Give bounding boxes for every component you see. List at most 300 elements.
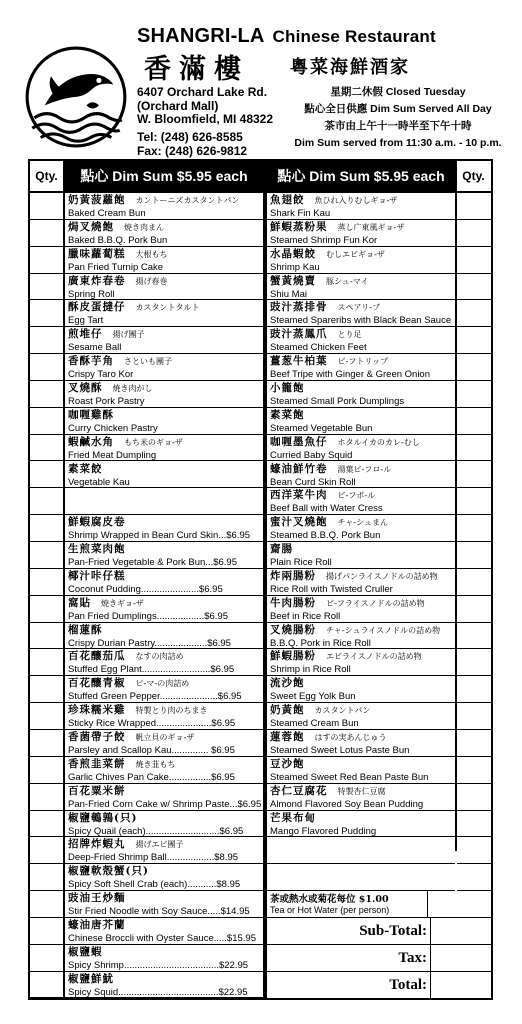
menu-item-row — [267, 488, 455, 515]
menu-item-japanese-name: 揚げパンライスノドルの詰め物 — [326, 571, 438, 581]
menu-item-row — [267, 408, 455, 435]
menu-item-japanese-name: 特製杏仁豆腐 — [337, 786, 386, 796]
menu-item-chinese-name: 椒鹽鵪鶉(只) — [68, 811, 138, 824]
menu-item-row — [267, 676, 455, 703]
address-line: 6407 Orchard Lake Rd. — [137, 85, 268, 99]
qty-cell[interactable] — [30, 327, 63, 354]
menu-item-row — [267, 730, 455, 757]
menu-item-chinese-name: 奶黃飽 — [270, 704, 305, 717]
menu-item-chinese-name: 窩貼 — [68, 596, 91, 609]
menu-item-chinese-name: 椰汁咔仔糕 — [68, 569, 126, 582]
menu-item-english-name: Steamed Vegetable Bun — [270, 422, 373, 434]
total-label: Total: — [389, 976, 427, 993]
menu-item-row — [65, 435, 263, 462]
menu-item-chinese-name: 椒鹽軟殼蟹(只) — [68, 865, 149, 878]
menu-item-japanese-name: 魚ひれ入りむしギョ-ザ — [314, 196, 398, 205]
menu-item-chinese — [65, 327, 263, 342]
menu-item-chinese — [267, 300, 455, 315]
menu-item-row — [65, 569, 263, 596]
menu-item-row — [65, 918, 263, 945]
menu-item-english-name: Shark Fin Kau — [270, 208, 331, 219]
menu-item-english-name: Shiu Mai — [270, 288, 307, 300]
menu-item-chinese — [267, 381, 455, 396]
menu-item-japanese-name: カスタントタルト — [135, 303, 200, 313]
qty-cell[interactable] — [30, 408, 63, 435]
menu-item-japanese-name: むしエビギョ-ザ — [326, 249, 385, 259]
menu-item-chinese — [267, 462, 455, 477]
menu-item-chinese-name: 豉汁蒸排骨 — [270, 301, 328, 314]
menu-item-chinese — [65, 381, 263, 396]
menu-item-chinese — [267, 220, 455, 235]
menu-item-chinese — [65, 596, 263, 611]
menu-item-chinese-name: 豉汁蒸鳳爪 — [270, 328, 328, 341]
menu-item-japanese-name: 蒸し广東風ギョ-ザ — [337, 222, 405, 232]
menu-item-chinese-name: 素菜餃 — [68, 462, 103, 475]
menu-item-chinese-name: 薑葱牛柏葉 — [270, 355, 328, 368]
menu-item-chinese — [65, 408, 263, 423]
qty-cell[interactable] — [30, 623, 63, 650]
menu-item-chinese-name: 鮮蝦腸粉 — [270, 650, 316, 663]
menu-item-chinese — [65, 676, 263, 691]
hours-line: 點心全日供應 Dim Sum Served All Day — [304, 103, 492, 115]
menu-item-english-name: Coconut Pudding......................$6.95 — [68, 583, 223, 595]
menu-item-chinese-name: 牛肉腸粉 — [270, 596, 316, 609]
qty-cell[interactable] — [457, 300, 491, 327]
qty-cell[interactable] — [457, 730, 491, 757]
menu-item-english-name: Sticky Rice Wrapped.....................$6.95 — [68, 718, 236, 730]
menu-item-english-name: Spring Roll — [68, 288, 115, 300]
menu-item-chinese-name: 珍珠糯米雞 — [68, 704, 126, 717]
address-line: W. Bloomfield, MI 48322 — [137, 112, 274, 126]
menu-item-row — [267, 649, 455, 676]
qty-cell[interactable] — [457, 381, 491, 408]
menu-item-chinese — [65, 354, 263, 369]
menu-item-chinese — [65, 247, 263, 262]
menu-item-japanese-name: 揚げ團子 — [112, 330, 145, 340]
menu-item-chinese — [267, 193, 455, 208]
menu-item-english-name: Shrimp Kau — [270, 261, 320, 273]
qty-cell[interactable] — [30, 945, 63, 972]
menu-item-chinese — [65, 703, 263, 718]
menu-item-japanese-name: 焼き肉がし — [112, 383, 153, 393]
restaurant-subtitle: Chinese Restaurant — [272, 27, 436, 46]
menu-item-row — [267, 220, 455, 247]
table-header — [30, 161, 491, 193]
menu-item-chinese-name: 流沙飽 — [270, 677, 305, 690]
menu-item-japanese-name: なすの肉詰め — [135, 652, 184, 662]
menu-item-row — [267, 784, 455, 811]
menu-item-japanese-name: 大根もち — [135, 249, 168, 259]
qty-cell[interactable] — [30, 703, 63, 730]
qty-cell[interactable] — [457, 542, 491, 569]
menu-item-english-name: Steamed Chicken Feet — [270, 342, 367, 354]
menu-item-row — [267, 274, 455, 301]
qty-cell[interactable] — [457, 488, 491, 515]
menu-item-chinese — [65, 918, 263, 933]
menu-item-row — [267, 462, 455, 489]
menu-item-chinese — [267, 676, 455, 691]
menu-item-chinese-name: 焗叉燒飽 — [68, 220, 114, 233]
menu-item-english-name: Spicy Quail (each)............................$6.95 — [68, 825, 244, 837]
menu-item-row — [65, 354, 263, 381]
menu-item-chinese-name: 鮮蝦腐皮卷 — [68, 516, 126, 529]
menu-item-chinese-name: 蠔油鮮竹卷 — [270, 462, 328, 475]
hours-line: 星期二休假 Closed Tuesday — [330, 86, 466, 98]
qty-cell[interactable] — [457, 757, 491, 784]
total-label: Tax: — [398, 949, 427, 966]
menu-item-japanese-name: はすの実あんじゅう — [314, 733, 387, 742]
menu-item-english-name: Beef Tripe with Ginger & Green Onion — [270, 369, 430, 381]
menu-item-english-name: Pan-Fried Corn Cake w/ Shrimp Paste...$6.95 — [68, 798, 262, 810]
menu-item-chinese-name: 小籠飽 — [270, 381, 305, 394]
qty-cell[interactable] — [30, 435, 63, 462]
menu-item-chinese-name: 廣東炸春卷 — [68, 274, 126, 287]
menu-item-row — [267, 596, 455, 623]
qty-cell[interactable] — [30, 864, 63, 891]
menu-item-row — [267, 811, 455, 838]
menu-item-row — [267, 757, 455, 784]
menu-item-row — [65, 488, 263, 515]
menu-item-english-name: Curry Chicken Pastry — [68, 422, 158, 434]
total-amount-field[interactable] — [430, 918, 491, 945]
menu-item-english-name: Spicy Soft Shell Crab (each)...........$8.95 — [68, 879, 241, 891]
qty-cell[interactable] — [30, 730, 63, 757]
menu-item-english-name: Steamed Sweet Lotus Paste Bun — [270, 745, 410, 756]
qty-cell[interactable] — [457, 596, 491, 623]
total-row — [267, 972, 491, 999]
menu-item-chinese-name: 杏仁豆腐花 — [270, 784, 328, 797]
menu-item-chinese-name: 臘味蘿蔔糕 — [68, 247, 126, 260]
qty-cell[interactable] — [30, 837, 63, 864]
qty-cell[interactable] — [30, 515, 63, 542]
menu-item-chinese-name: 魚翅餃 — [270, 194, 305, 206]
menu-item-english-name: Chinese Broccli with Oyster Sauce.....$15.95 — [68, 932, 256, 944]
menu-item-chinese — [65, 300, 263, 315]
menu-item-english-name: Stuffed Egg Plant..........................$6.95 — [68, 664, 235, 676]
menu-item-english-name: Deep-Fried Shrimp Ball..................$8.95 — [68, 852, 239, 864]
menu-item-chinese — [65, 837, 263, 852]
menu-item-chinese — [267, 730, 455, 745]
menu-item-japanese-name: ビ-フボ-ル — [337, 491, 376, 501]
menu-item-row — [267, 515, 455, 542]
qty-cell[interactable] — [30, 193, 63, 220]
menu-item-chinese — [65, 757, 263, 772]
qty-cell[interactable] — [30, 274, 63, 301]
menu-item-chinese — [267, 784, 455, 799]
menu-item-row — [65, 327, 263, 354]
qty-header-left: Qty. — [30, 161, 63, 191]
menu-item-japanese-name: スペアリ-ブ — [337, 303, 381, 313]
koi-fish-logo — [24, 45, 128, 149]
menu-item-row — [267, 435, 455, 462]
menu-item-chinese-name: 素菜飽 — [270, 408, 305, 421]
contact — [137, 130, 247, 158]
qty-cell[interactable] — [457, 220, 491, 247]
qty-cell[interactable] — [30, 300, 63, 327]
menu-item-chinese — [65, 972, 263, 987]
menu-item-english-name: Crispy Taro Kor — [68, 369, 134, 381]
menu-item-chinese — [65, 220, 263, 235]
qty-cell[interactable] — [457, 676, 491, 703]
menu-header — [0, 0, 522, 158]
menu-item-english-name: Sweet Egg Yolk Bun — [270, 691, 356, 703]
menu-item-english-name: Pan-Fried Vegetable & Pork Bun...$6.95 — [68, 557, 237, 569]
menu-item-chinese — [65, 542, 263, 557]
total-row — [267, 945, 491, 972]
menu-item-english-name: Almond Flavored Soy Bean Pudding — [270, 798, 424, 810]
menu-item-english-name: Pan Fried Turnip Cake — [68, 261, 164, 273]
menu-item-chinese-name: 酥皮蛋撻仔 — [68, 301, 126, 314]
menu-item-chinese-name: 水晶蝦餃 — [270, 247, 316, 260]
qty-cell[interactable] — [457, 193, 491, 220]
hours — [278, 84, 518, 152]
menu-item-row — [65, 274, 263, 301]
qty-cell[interactable] — [457, 435, 491, 462]
menu-item-chinese — [267, 247, 455, 262]
menu-item-chinese — [267, 757, 455, 772]
qty-cell[interactable] — [30, 462, 63, 489]
qty-cell[interactable] — [457, 703, 491, 730]
menu-item-english-name: Egg Tart — [68, 315, 104, 327]
menu-item-chinese-name: 生煎菜肉飽 — [68, 543, 126, 556]
hours-line: Dim Sum served from 11:30 a.m. - 10 p.m. — [294, 137, 502, 149]
qty-cell[interactable] — [30, 811, 63, 838]
qty-cell[interactable] — [457, 623, 491, 650]
tea-english: Tea or Hot Water (per person) — [270, 905, 390, 916]
menu-item-english-name: Garlic Chives Pan Cake................$6.95 — [68, 771, 235, 783]
menu-item-japanese-name: ビ-フライスノドルの詰め物 — [326, 598, 425, 608]
menu-item-chinese — [65, 811, 263, 826]
qty-cell[interactable] — [457, 515, 491, 542]
menu-item-japanese-name: 揚げ春巻 — [135, 276, 168, 286]
menu-item-english-name: Rice Roll with Twisted Cruller — [270, 583, 393, 595]
menu-item-japanese-name: 焼き韮もち — [135, 759, 176, 769]
menu-item-chinese — [267, 542, 455, 557]
qty-cell[interactable] — [457, 649, 491, 676]
menu-item-english-name: Steamed Spareribs with Black Bean Sauce — [270, 315, 452, 327]
menu-item-row — [65, 381, 263, 408]
qty-cell[interactable] — [30, 891, 63, 918]
menu-item-chinese-name: 招牌炸蝦丸 — [68, 838, 126, 851]
menu-item-chinese — [65, 649, 263, 664]
qty-cell[interactable] — [457, 864, 491, 891]
menu-item-chinese — [65, 784, 263, 799]
menu-item-chinese-name: 蠔油唐芥蘭 — [68, 918, 126, 931]
menu-item-chinese-name: 椒鹽蝦 — [68, 945, 103, 958]
menu-item-english-name: Steamed Shrimp Fun Kor — [270, 234, 378, 246]
menu-item-row — [267, 542, 455, 569]
qty-cell[interactable] — [457, 354, 491, 381]
menu-item-english-name: Baked Cream Bun — [68, 208, 146, 219]
menu-item-row — [65, 596, 263, 623]
menu-item-chinese-name: 叉燒腸粉 — [270, 623, 316, 636]
menu-item-english-name: Steamed Cream Bun — [270, 718, 359, 730]
menu-item-chinese — [267, 623, 455, 638]
menu-item-row — [65, 408, 263, 435]
menu-item-chinese — [65, 515, 263, 530]
menu-item-english-name: Spicy Squid......................................$22.95 — [68, 986, 248, 998]
menu-item-japanese-name: カスタントパン — [314, 706, 371, 716]
menu-item-chinese — [267, 408, 455, 423]
menu-item-chinese — [267, 596, 455, 611]
menu-item-row — [65, 193, 263, 220]
total-row — [267, 918, 491, 945]
qty-cell[interactable] — [457, 247, 491, 274]
qty-cell[interactable] — [30, 381, 63, 408]
menu-item-chinese-name: 蓮蓉飽 — [270, 731, 305, 743]
menu-item-english-name: Shrimp in Rice Roll — [270, 664, 351, 676]
menu-item-chinese — [267, 435, 455, 450]
qty-cell[interactable] — [30, 542, 63, 569]
menu-item-english-name: Beef Ball with Water Cress — [270, 503, 383, 515]
menu-item-chinese — [65, 730, 263, 745]
dim-sum-title-right: 點心 Dim Sum $5.95 each — [267, 161, 455, 191]
menu-item-chinese-name: 豆沙飽 — [270, 757, 305, 770]
qty-cell[interactable] — [30, 918, 63, 945]
menu-item-japanese-name: エビライスノドルの詰め物 — [326, 652, 422, 662]
menu-item-row — [267, 327, 455, 354]
menu-item-japanese-name: 帆立貝のギョ-ザ — [135, 733, 195, 742]
menu-item-japanese-name: カントーニズカスタントパン — [135, 196, 240, 205]
qty-cell[interactable] — [30, 488, 63, 515]
menu-item-row — [267, 703, 455, 730]
menu-item-japanese-name: チャ-シュまん — [337, 518, 388, 528]
qty-cell[interactable] — [457, 462, 491, 489]
divider — [427, 891, 428, 918]
menu-item-japanese-name: 揚げエビ團子 — [135, 840, 184, 850]
menu-item-chinese-name: 叉燒酥 — [68, 381, 103, 394]
menu-item-row — [65, 730, 263, 757]
menu-item-row — [65, 972, 263, 999]
tea-row — [267, 891, 491, 918]
menu-item-chinese-name: 咖喱雞酥 — [68, 408, 114, 421]
menu-item-japanese-name: ピ-マ-の肉詰め — [135, 679, 190, 689]
menu-item-chinese — [65, 569, 263, 584]
menu-item-row — [65, 676, 263, 703]
menu-item-row — [267, 381, 455, 408]
menu-item-row — [267, 354, 455, 381]
menu-item-chinese — [267, 837, 455, 852]
order-table — [28, 159, 493, 1000]
qty-cell[interactable] — [30, 972, 63, 999]
menu-item-chinese — [65, 864, 263, 879]
menu-item-english-name: Fried Meat Dumpling — [68, 449, 157, 461]
menu-item-japanese-name: 豚シュ-マイ — [326, 276, 369, 286]
qty-cell[interactable] — [30, 596, 63, 623]
qty-cell[interactable] — [30, 757, 63, 784]
menu-item-chinese — [65, 274, 263, 289]
qty-cell[interactable] — [30, 247, 63, 274]
menu-item-chinese — [267, 811, 455, 826]
menu-item-row — [65, 220, 263, 247]
menu-item-row — [65, 864, 263, 891]
menu-item-english-name: Stir Fried Noodle with Soy Sauce.....$14.95 — [68, 906, 250, 918]
menu-item-chinese-name: 煎堆仔 — [68, 328, 103, 341]
total-amount-field[interactable] — [430, 945, 491, 972]
menu-item-row — [65, 462, 263, 489]
menu-item-chinese — [65, 462, 263, 477]
menu-item-row — [267, 864, 455, 891]
menu-item-english-name: Vegetable Kau — [68, 476, 130, 488]
menu-item-chinese — [267, 327, 455, 342]
menu-item-chinese — [267, 354, 455, 369]
menu-item-row — [65, 247, 263, 274]
qty-cell[interactable] — [457, 408, 491, 435]
restaurant-name-chinese: 香滿樓 — [144, 54, 249, 85]
menu-item-chinese-name: 炸兩腸粉 — [270, 569, 316, 582]
telephone: Tel: (248) 626-8585 — [137, 130, 243, 144]
menu-item-japanese-name: もち米のギョ-ザ — [124, 437, 183, 447]
menu-item-english-name: Crispy Durian Pastry....................$6.95 — [68, 637, 231, 649]
menu-item-row — [65, 515, 263, 542]
qty-cell[interactable] — [457, 811, 491, 838]
menu-item-chinese — [267, 515, 455, 530]
menu-item-english-name: Steamed Sweet Red Bean Paste Bun — [270, 771, 429, 783]
menu-item-japanese-name: 湯葉ビ-フロ-ル — [337, 464, 392, 474]
menu-item-english-name: Mango Flavored Pudding — [270, 825, 377, 837]
menu-item-chinese — [65, 623, 263, 638]
menu-item-row — [65, 623, 263, 650]
menu-item-chinese-name: 香煎韭菜餅 — [68, 757, 126, 770]
qty-cell[interactable] — [30, 649, 63, 676]
menu-item-chinese — [267, 569, 455, 584]
qty-cell[interactable] — [457, 837, 491, 864]
address — [137, 86, 273, 127]
menu-item-chinese-name: 蝦鹹水角 — [68, 435, 114, 448]
tea-chinese: 茶或熱水或菊花每位 $1.00 — [270, 894, 389, 906]
menu-item-chinese — [65, 193, 263, 208]
qty-cell[interactable] — [30, 354, 63, 381]
menu-item-chinese-name: 百花釀青椒 — [68, 677, 126, 690]
menu-item-row — [65, 891, 263, 918]
menu-item-row — [267, 247, 455, 274]
menu-item-english-name: B.B.Q. Pork in Rice Roll — [270, 637, 371, 649]
menu-item-english-name: Parsley and Scallop Kau.............. $6.95 — [68, 745, 235, 756]
qty-cell[interactable] — [457, 327, 491, 354]
qty-cell[interactable] — [457, 784, 491, 811]
menu-item-row — [267, 193, 455, 220]
qty-cell[interactable] — [30, 220, 63, 247]
menu-item-chinese-name: 奶黃菠蘿飽 — [68, 194, 126, 206]
menu-item-chinese-name: 椒鹽鮮魷 — [68, 972, 114, 985]
menu-item-english-name: Shrimp Wrapped in Bean Curd Skin...$6.95 — [68, 530, 251, 542]
menu-item-chinese-name: 榴蓮酥 — [68, 623, 103, 636]
menu-item-chinese-name: 香酥芋角 — [68, 355, 114, 368]
menu-item-english-name: Steamed B.B.Q. Pork Bun — [270, 530, 381, 542]
qty-cell[interactable] — [30, 784, 63, 811]
menu-item-row — [65, 837, 263, 864]
menu-item-english-name: Bean Curd Skin Roll — [270, 476, 356, 488]
menu-item-chinese-name: 蟹黃燒賣 — [270, 274, 316, 287]
qty-cell[interactable] — [30, 676, 63, 703]
menu-item-chinese — [267, 703, 455, 718]
menu-item-chinese-name: 蜜汁叉燒飽 — [270, 516, 328, 529]
menu-item-row — [65, 703, 263, 730]
address-line: (Orchard Mall) — [137, 98, 219, 113]
qty-cell[interactable] — [457, 274, 491, 301]
hours-line: 茶市由上午十一時半至下午十時 — [324, 120, 472, 132]
qty-cell[interactable] — [457, 569, 491, 596]
total-amount-field[interactable] — [430, 972, 491, 999]
qty-cell[interactable] — [30, 569, 63, 596]
menu-item-row — [267, 300, 455, 327]
menu-item-english-name: Baked B.B.Q. Pork Bun — [68, 234, 168, 246]
menu-item-row — [267, 837, 455, 864]
menu-item-row — [65, 300, 263, 327]
menu-item-chinese-name: 鮮蝦蒸粉果 — [270, 220, 328, 233]
menu-item-japanese-name: ビ-フトリップ — [337, 357, 389, 367]
menu-item-chinese — [267, 649, 455, 664]
